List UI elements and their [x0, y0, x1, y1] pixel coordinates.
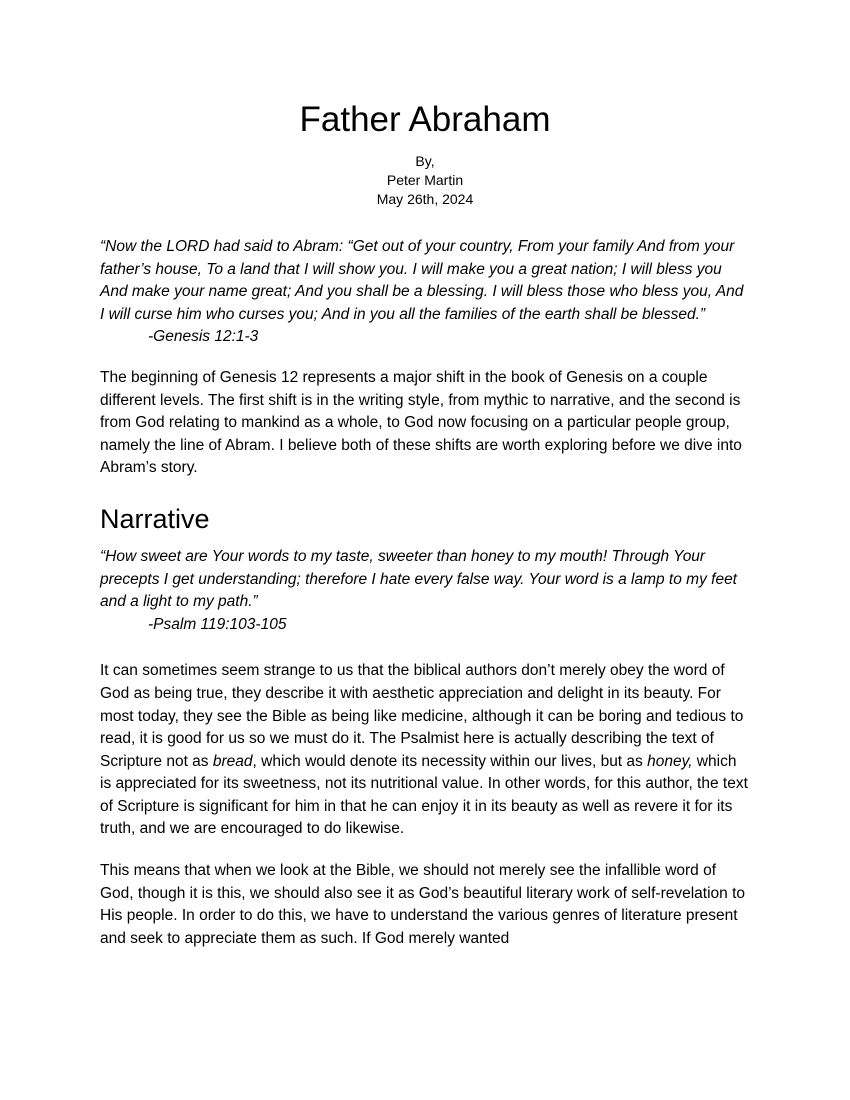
paragraph-honey: It can sometimes seem strange to us that the biblical authors don’t merely obey the word of God as being true, they describe it with aesthetic appreciation and delight in its beauty. For most today, they see the Bible as being like medicine, although it can be boring and tedious to read, it is good for us so we must do it. The Psalmist here is actually describing the text of Scripture not as bread, which would denote its necessity within our lives, but as honey, which is appreciated for its sweetness, not its nutritional value. In other words, for this author, the text of Scripture is significant for him in that he can enjoy it in its beauty as well as revere it for its truth, and we are encouraged to do likewise.	[100, 662, 748, 838]
scripture-quote-psalm	[100, 546, 750, 636]
paragraph-infallible: This means that when we look at the Bible, we should not merely see the infallible word of God, though it is this, we should also see it as God’s beautiful literary work of self-revelation to His people. In order to do this, we have to understand the various genres of literature present and seek to appreciate them as such. If God merely wanted	[100, 862, 746, 947]
paragraph-intro: The beginning of Genesis 12 represents a major shift in the book of Genesis on a couple different levels. The first shift is in the writing style, from mythic to narrative, and the second is from God relating to mankind as a whole, to God now focusing on a particular people group, namely the line of Abram. I believe both of these shifts are worth exploring before we dive into Abram’s story.	[100, 368, 742, 477]
psalm-quote-text: “How sweet are Your words to my taste, sweeter than honey to my mouth! Through Your precepts I get understanding; therefore I hate every false way. Your word is a lamp to my feet and a light to my path.”	[100, 547, 737, 611]
section-heading-narrative: Narrative	[100, 503, 210, 534]
genesis-quote-attribution: -Genesis 12:1-3	[148, 328, 259, 346]
byline-date: May 26th, 2024	[376, 191, 474, 207]
scripture-quote-genesis	[100, 236, 750, 349]
byline-by: By,	[415, 153, 435, 169]
genesis-quote-text: “Now the LORD had said to Abram: “Get out of your country, From your family And from your father’s house, To a land that I will show you. I will make you a great nation; I will bless you And make your name great; And you shall be a blessing. I will bless those who bless you, And I will curse him who curses you; And in you all the families of the earth shall be blessed.”	[100, 238, 744, 323]
psalm-quote-attribution: -Psalm 119:103-105	[148, 615, 287, 633]
byline	[100, 152, 750, 209]
byline-author: Peter Martin	[386, 172, 464, 188]
document-title: Father Abraham	[299, 100, 551, 139]
